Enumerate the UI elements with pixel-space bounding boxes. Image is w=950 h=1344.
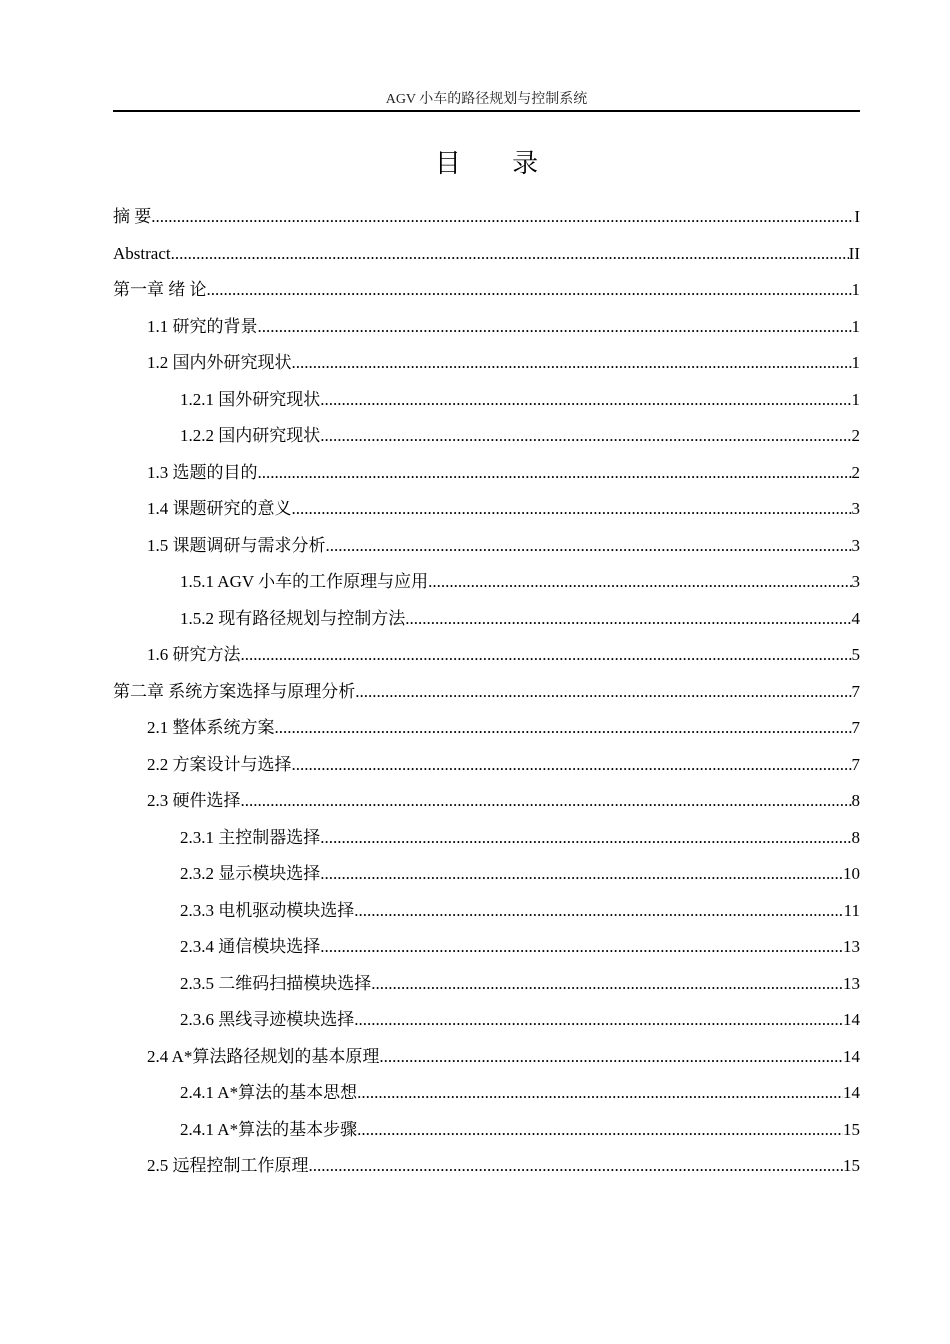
toc-entry-section — [113, 637, 860, 674]
toc-entry-section — [113, 528, 860, 565]
toc-entry-abstract-cn — [113, 199, 860, 236]
toc-entry-page: 5 — [851, 645, 860, 664]
toc-entry-subsection — [113, 418, 860, 455]
dot-leader — [379, 1039, 843, 1076]
dot-leader — [371, 966, 843, 1003]
toc-entry-page: 3 — [851, 572, 860, 591]
toc-entry-page: 14 — [843, 1083, 860, 1102]
toc-entry-page: 7 — [851, 754, 860, 774]
header-rule — [113, 110, 860, 112]
toc-entry-page: 3 — [851, 499, 860, 518]
toc-entry-page: 7 — [851, 681, 860, 701]
toc-entry-label: 1.2.2 国内研究现状 — [180, 426, 321, 445]
toc-entry-subsection — [113, 564, 860, 601]
dot-leader — [292, 747, 852, 784]
toc-entry-label: 2.3.1 主控制器选择 — [180, 827, 321, 847]
toc-entry-page: I — [854, 207, 860, 226]
toc-entry-page: 13 — [843, 973, 860, 993]
toc-entry-label: 1.6 研究方法 — [147, 645, 241, 664]
dot-leader — [241, 637, 852, 674]
toc-entry-label: 2.4.1 A*算法的基本步骤 — [180, 1119, 358, 1139]
toc-entry-section — [113, 491, 860, 528]
toc-entry-label: 摘 要 — [113, 207, 152, 226]
toc-entry-page: 10 — [843, 864, 860, 883]
toc-entry-page: 8 — [851, 791, 860, 810]
dot-leader — [357, 1112, 843, 1149]
toc-entry-subsection — [113, 382, 860, 419]
toc-entry-page: 1 — [851, 353, 860, 372]
toc-entry-page: 2 — [851, 426, 860, 445]
toc-entry-subsection — [113, 820, 860, 857]
toc-entry-chapter-1 — [113, 272, 860, 309]
toc-entry-label: 2.3.4 通信模块选择 — [180, 937, 321, 956]
dot-leader — [171, 236, 849, 273]
toc-entry-page: 15 — [843, 1119, 860, 1139]
toc-entry-section — [113, 309, 860, 346]
toc-entry-subsection — [113, 856, 860, 893]
toc-entry-label: 2.4.1 A*算法的基本思想 — [180, 1083, 358, 1102]
toc-entry-subsection — [113, 929, 860, 966]
toc-entry-label: 1.3 选题的目的 — [147, 462, 258, 482]
toc-entry-page: 2 — [851, 462, 860, 482]
dot-leader — [405, 601, 851, 638]
toc-entry-page: 4 — [851, 608, 860, 628]
toc-entry-abstract-en — [113, 236, 860, 273]
toc-entry-subsection — [113, 893, 860, 930]
toc-entry-label: 1.5.1 AGV 小车的工作原理与应用 — [180, 572, 429, 591]
dot-leader — [354, 893, 843, 930]
toc-entry-label: 1.4 课题研究的意义 — [147, 499, 292, 518]
toc-entry-label: 第二章 系统方案选择与原理分析 — [113, 681, 356, 701]
dot-leader — [320, 929, 843, 966]
toc-entry-page: 14 — [843, 1046, 860, 1066]
toc-entry-label: 2.2 方案设计与选择 — [147, 754, 292, 774]
toc-entry-section — [113, 747, 860, 784]
dot-leader — [320, 856, 843, 893]
dot-leader — [151, 199, 854, 236]
toc-entry-page: 3 — [851, 535, 860, 555]
dot-leader — [292, 491, 852, 528]
dot-leader — [354, 1002, 843, 1039]
toc-entry-label: Abstract — [113, 243, 171, 263]
toc-entry-label: 1.2 国内外研究现状 — [147, 353, 292, 372]
dot-leader — [292, 345, 852, 382]
toc-entry-label: 1.2.1 国外研究现状 — [180, 389, 321, 409]
toc-entry-section — [113, 1148, 860, 1185]
toc-entry-page: 1 — [851, 316, 860, 336]
toc-entry-subsection — [113, 601, 860, 638]
toc-entry-page: 11 — [843, 900, 860, 920]
dot-leader — [207, 272, 852, 309]
toc-entry-chapter-2 — [113, 674, 860, 711]
toc-entry-label: 1.5.2 现有路径规划与控制方法 — [180, 608, 406, 628]
toc-entry-page: 8 — [851, 827, 860, 847]
table-of-contents — [113, 199, 860, 1185]
toc-entry-subsection — [113, 966, 860, 1003]
toc-entry-label: 1.1 研究的背景 — [147, 316, 258, 336]
dot-leader — [355, 674, 851, 711]
dot-leader — [326, 528, 852, 565]
dot-leader — [428, 564, 851, 601]
toc-entry-section — [113, 783, 860, 820]
toc-entry-page: 13 — [843, 937, 860, 956]
toc-entry-label: 2.5 远程控制工作原理 — [147, 1156, 309, 1175]
toc-entry-subsection — [113, 1075, 860, 1112]
toc-entry-label: 2.1 整体系统方案 — [147, 718, 275, 737]
toc-entry-page: 15 — [843, 1156, 860, 1175]
toc-entry-label: 第一章 绪 论 — [113, 280, 207, 299]
toc-entry-label: 2.3 硬件选择 — [147, 791, 241, 810]
toc-entry-page: 1 — [851, 280, 860, 299]
toc-entry-section — [113, 455, 860, 492]
toc-entry-label: 1.5 课题调研与需求分析 — [147, 535, 326, 555]
toc-entry-label: 2.4 A*算法路径规划的基本原理 — [147, 1046, 380, 1066]
toc-entry-section — [113, 710, 860, 747]
dot-leader — [357, 1075, 843, 1112]
dot-leader — [241, 783, 852, 820]
toc-entry-section — [113, 345, 860, 382]
toc-entry-label: 2.3.6 黑线寻迹模块选择 — [180, 1010, 355, 1029]
dot-leader — [258, 309, 852, 346]
dot-leader — [320, 418, 851, 455]
toc-entry-page: II — [848, 243, 860, 263]
toc-entry-subsection — [113, 1002, 860, 1039]
dot-leader — [275, 710, 852, 747]
dot-leader — [258, 455, 852, 492]
dot-leader — [309, 1148, 844, 1185]
toc-title: 目 录 — [434, 148, 539, 178]
toc-entry-section — [113, 1039, 860, 1076]
toc-entry-label: 2.3.5 二维码扫描模块选择 — [180, 973, 372, 993]
toc-entry-page: 14 — [843, 1010, 860, 1029]
toc-entry-page: 1 — [851, 389, 860, 409]
toc-entry-page: 7 — [851, 718, 860, 737]
toc-entry-subsection — [113, 1112, 860, 1149]
running-header: AGV 小车的路径规划与控制系统 — [385, 92, 588, 107]
dot-leader — [320, 382, 851, 419]
dot-leader — [320, 820, 851, 857]
toc-entry-label: 2.3.3 电机驱动模块选择 — [180, 900, 355, 920]
toc-entry-label: 2.3.2 显示模块选择 — [180, 864, 321, 883]
